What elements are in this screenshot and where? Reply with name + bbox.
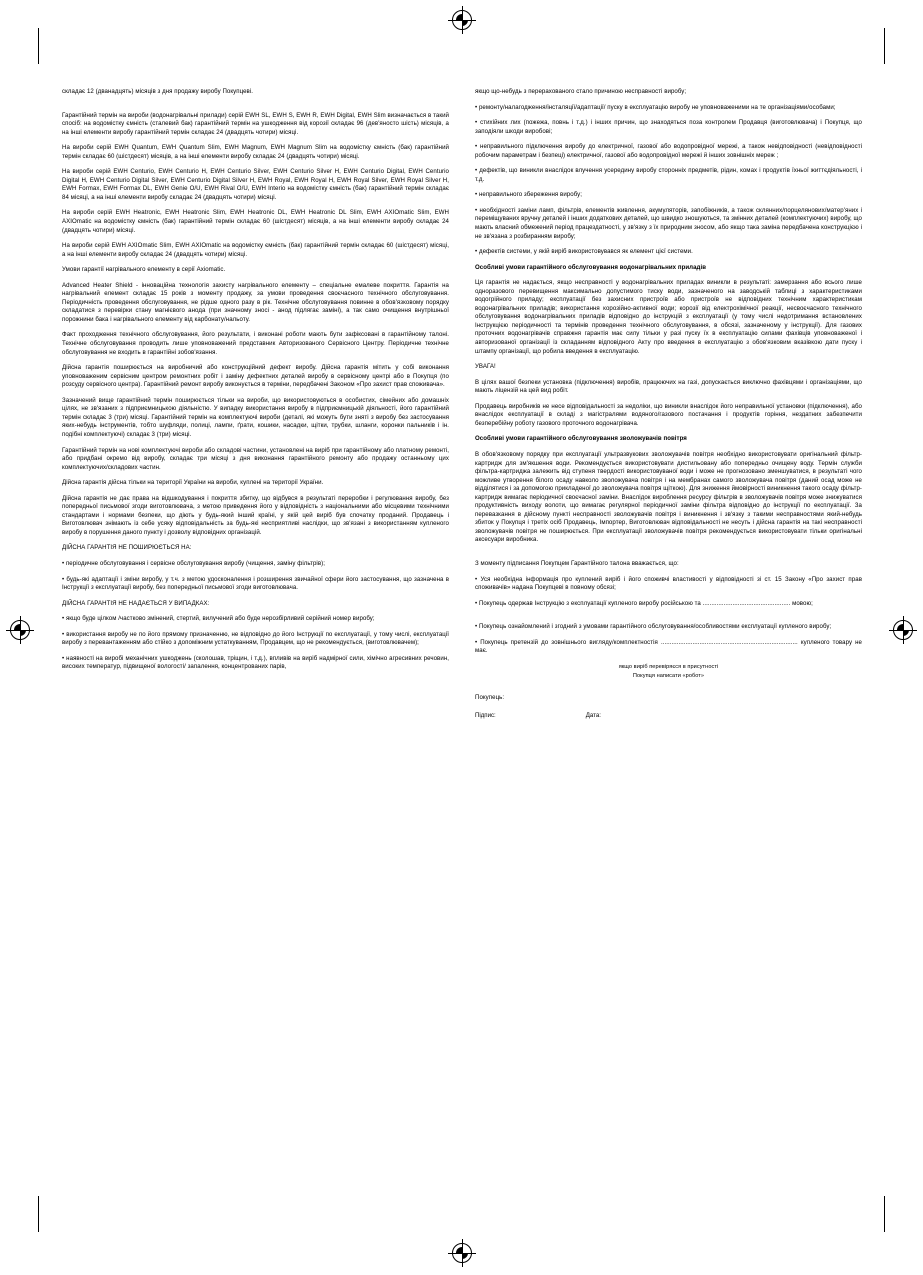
paragraph: На вироби серій EWH Centurio, EWH Centurio H, EWH Centurio Silver, EWH Centurio Silver H, EWH Centurio Digital, EWH Centurio Digital H, EWH Centurio Digital Silver, EWH Centurio Digital Silver H, EWH Royal, EWH Royal H, EWH Royal Silver, EWH Royal Silver H, EWH Formax, EWH Formax DL, EWH Genie O/U, EWH Rival O/U, EWH Interio на водомісткy ємність (бак) гарантійний термін складає 84 місяці, а на інші елементи виробу складає 24 (двадцять чотири) місяці. bbox=[62, 168, 449, 201]
registration-mark-left bbox=[10, 620, 30, 640]
paragraph: В цілях вашої безпеки установка (підключення) виробів, працюючих на газі, допускається виключно фахівцями і організаціями, що мають ліцензій на цей вид робіт. bbox=[475, 378, 862, 395]
paragraph: В обов'язковому порядку при експлуатації ультразвукових зволожувачів повітря необхідно використовувати оригінальний фільтр-картридж для зм'якшення води. Рекомендується використовувати дистильовану або попередньо очищену воду. Термін служби фільтра-картриджа залежить від ступеня твердості використовуваної води і може не прогнозовано зменшуватися, в результаті чого можливе утворення білого осаду навколо зволожувача повітря і на мембранах самого зволожувача повітря (даний осад може не відділятися і за допомогою прикладеної до зволожувача повітря щіткою). Для зниження ймовірності виникнення такого осаду фільтр-картридж вимагає періодичної своєчасної заміни. Внаслідок вироблення ресурсу фільтрів в зволожувачів повітря може знижуватися продуктивність виходу волоти, що вимагає регулярної періодичної заміни фільтра відповідно до інструкції по експлуатації. За перевазкання в дійсному пункті несправності зволожувачів повітря і виникнення і зв'язку з такими несправностями який-небудь збиток у Покупця і третіх осіб Продавець, Імпортер, Виготовлювач відповідальності не несуть і дійсна гарантія на такі несправності зволожувачів повітря не поширюється. При експлуатації зволожувачів повітря рекомендується використовувати тільки оригінальні аксесуари виробника. bbox=[475, 450, 862, 544]
left-text-column bbox=[62, 88, 449, 719]
paragraph: ДІЙСНА ГАРАНТІЯ НЕ НАДАЄТЬСЯ У ВИПАДКАХ: bbox=[62, 599, 210, 607]
paragraph: З моменту підписання Покупцем Гарантійного талона вважається, що: bbox=[475, 559, 679, 567]
paragraph: Ця гарантія не надається, якщо несправності у водонагрівальних приладах виникли в результаті: замерзання або всього лише одноразового перевищення максимально допустимого тиску води, зазначеного на заводській таблиці з характеристиками водогрійного приладу; експлуатації без захисних пристроїв або пристроїв не відповідних технічним характеристикам водонагрівальних приладів; використання корозійно-активної води; корозії від електрохімічної реакції, несвоєчасного технічного обслуговування водонагрівальних приладів відповідно до інструкцій з експлуатації (у тому числі недотримання встановлених Інструкцією періодичності та термінів проведення технічного обслуговування, в обсязі, зазначеному у інструкції). Для газових проточних водонагрівачів справжня гарантія має силу тільки у разі пуску їх в експлуатацію силами фахівців уповноваженої і авторизованої організації із складанням відповідного Акту про введення в експлуатацію з обов'язковим вказівкою дати пуску і штампу організації, що робила введення в експлуатацію. bbox=[475, 279, 862, 355]
signature-row bbox=[475, 712, 862, 719]
paragraph: ДІЙСНА ГАРАНТІЯ НЕ ПОШИРЮЄТЬСЯ НА: bbox=[62, 544, 192, 552]
paragraph: • використання виробу не по його прямому призначенню, не відповідно до його Інструкції по експлуатації, у тому числі, експлуатації виробу з перевантаженням або стійко з допоміжним устаткуванням, Продавцем, що не рекомендується, (виготовлювачем); bbox=[62, 630, 449, 647]
right-text-column bbox=[475, 88, 862, 719]
paragraph: На вироби серій EWH Heatronic, EWH Heatronic Slim, EWH Heatronic DL, EWH Heatronic DL Slim, EWH AXIOmatic Slim, EWH AXIOmatic на водомісткy ємність (бак) гарантійний термін складає 60 (шістдесят) місяців, а на інші елементи виробу складає 24 (двадцять чотири) місяці. bbox=[62, 209, 449, 234]
paragraph: Дійсна гарантія не дає права на відшкодування і покриття збитку, що відбувся в результаті переробки і регулювання виробу, без попередньої письмової згоди виготовлювача, з метою приведення його у відповідність з національними або місцевими технічними стандартами і нормами безпеки, що діють у будь-який інший країні, у якій цей виріб був спочатку проданий. Продавець і Виготовлювач знімають із себе усяку відповідальність за будь-які несприятливі наслідки, що зв'язані з використанням купленого виробу в порушення даного пункту і дозволу відповідних організацій. bbox=[62, 494, 449, 536]
paragraph: Гарантійний термін на вироби (водонагрівальні прилади) серій EWH SL, EWH S, EWH R, EWH Digital, EWH Slim визначається в такий спосіб: на водомісткy ємність (сталевий бак) гарантійний термін на ушкодження від корозії складає 96 (дев'яносто шість) місяців, а на інші елементи виробу гарантійний термін складає 24 (двадцять чотири) місяці. bbox=[62, 111, 449, 136]
paragraph: складає 12 (дванадцять) місяців з дня продажу виробу Покупцеві. bbox=[62, 88, 254, 95]
paragraph: На вироби серій EWH Quantum, EWH Quantum Slim, EWH Magnum, EWH Magnum Slim на водомісткy ємність (бак) гарантійний термін складає 60 (шістдесят) місяців, а на інші елементи виробу складає 24 (двадцять чотири) місяці. bbox=[62, 144, 449, 160]
paragraph: Дійсна гарантія поширюється на виробничий або конструкційний дефект виробу. Дійсна гарантія мітить у собі виконання уповноваженим сервісним центром ремонтних робіт і заміну дефектних деталей виробу в сервісному центрі або в Покупця (по розсуду сервісного центра). Гарантійний ремонт виробу виконується в терміни, передбачені Законом «Про захист прав споживача». bbox=[62, 364, 449, 389]
date-label: Дата: bbox=[585, 712, 601, 720]
paragraph: якщо що-небудь з перерахованого стало причиною несправності виробу; bbox=[475, 88, 687, 95]
paragraph: Зазначений вище гарантійний термін поширюється тільки на вироби, що використовуються в особистих, сімейних або домашніх цілях, не зв'язаних з підприємницькою діяльністю. У випадку використання виробу в підприємницькій діяльності, його гарантійний термін складає 3 (три) місяці. Гарантійний термін на комплектуючі вироби (деталі, які можуть бути зняті з виробу без застосування яких-небудь інструментів, тобто шуфляди, полиці, лампи, ґрати, кошики, насадки, щітки, трубки, шланги, коронки пальників і ін. подібні комплектуючі) складає 3 (три) місяці. bbox=[62, 396, 449, 438]
registration-mark-right bbox=[893, 620, 913, 640]
paragraph: • неправильного збереження виробу; bbox=[475, 191, 582, 199]
paragraph: • неправильного підключення виробу до електричної, газової або водопровідної мережі, а також невідповідності (невідповідності робочим параметрам і безпеці) електричної, газової або водопровідної мережі й інших зовнішніх мереж ; bbox=[475, 143, 862, 159]
buyer-label: Покупець: bbox=[475, 693, 505, 701]
paragraph: УВАГА! bbox=[475, 363, 496, 371]
paragraph: • наявності на виробі механічних ушкоджень (сколошав, тріщин, і т.д.), впливів на виріб надмірної сили, хімічно агресивних речовин, високих температур, підвищеної вологості/ запалення, концентрованих парів, bbox=[62, 654, 449, 671]
signature-label: Підпис: bbox=[475, 712, 496, 720]
paragraph: Дійсна гарантія дійсна тільки на території України на вироби, куплені на території України. bbox=[62, 479, 324, 487]
inline-note: якщо виріб перевіряєся в присутності bbox=[618, 663, 719, 670]
paragraph: • необхідності заміни ламп, фільтрів, елементів живлення, акумуляторів, запобіжників, а також склянних/порцелянових/матер'яних і переміщуваних вручну деталей і інших додаткових деталей, що швидко зношуються, та змінних деталей (комплектуючих) виробу, що мають власний обмежений період працездатності, у зв'язку з їх природним зносом, або якщо така заміна передбачена конструкцією і не зв'язана з розбиранням виробу; bbox=[475, 206, 862, 240]
section-heading: Особливі умови гарантійного обслуговування зволожувачів повітря bbox=[475, 435, 687, 443]
paragraph: • Покупець претензій до зовнішнього вигляду/комплектностія .............................................................................. купленого товару не має. bbox=[475, 638, 862, 655]
paragraph-spacer bbox=[475, 615, 862, 623]
paragraph: • дефектів, що виникли внаслідок влучення усередину виробу сторонніх предметів, рідин, комах і продуктів їхньої життєдіяльності, і т.д. bbox=[475, 167, 862, 183]
signature-spacer bbox=[475, 680, 862, 694]
paragraph: Продавець виробників не несе відповідальності за недоліки, що виникли внаслідок його неправильної установки (підключення), або внаслідок експлуатації в складі з магістралями водяного/газового постачання і продуктів горіння, нездатних забезпечити безперебійну роботу газового проточного водонагрівача. bbox=[475, 402, 862, 427]
crop-mark-bottom-left-v bbox=[38, 1196, 39, 1232]
inline-note: Покупця написати «робот» bbox=[632, 672, 705, 679]
paragraph: • стихійних лих (пожежа, повнь і т.д.) і інших причин, що знаходяться поза контролем Продавця (виготовлювача) і Покупця, що заподіяли шкоди виробові; bbox=[475, 119, 862, 135]
paragraph-spacer bbox=[62, 104, 449, 112]
text-columns bbox=[62, 88, 862, 719]
registration-mark-top bbox=[452, 10, 472, 30]
crop-mark-top-right-v bbox=[884, 28, 885, 64]
section-heading: Особливі умови гарантійного обслуговування водонагрівальних приладів bbox=[475, 263, 707, 271]
paragraph: Факт проходження технічного обслуговування, його результати, і виконані роботи мають бути зафіксовані в гарантійному талоні. Технічне обслуговування проводить лише уповноважений представник Авторизованого Сервісного Центру. Періодичне технічне обслуговування не входить в гарантійні зобов'язання. bbox=[62, 331, 449, 356]
paragraph: • періодичне обслуговування і сервісне обслуговування виробу (чищення, заміну фільтрів); bbox=[62, 559, 325, 567]
paragraph: Умови гарантії нагрівального елементу в серії Axiomatic. bbox=[62, 266, 226, 274]
paragraph-spacer bbox=[475, 552, 862, 560]
paragraph: На вироби серій EWH AXIOmatic Slim, EWH AXIOmatic на водомісткy ємність (бак) гарантійний термін складає 60 (шістдесят) місяці, а на інші елементи виробу складає 24 (двадцять чотири) місяці. bbox=[62, 242, 449, 258]
paragraph: Advanced Heater Shield - інноваційна технологія захисту нагрівального елементу – спеціальне емалеве покриття. Гарантія на нагрівальний елемент складає 15 років з моменту продажу, за умови проведення своєчасного технічного обслуговування. Періодичність проведення обслуговування, не рідше одного разу в рік. Технічне обслуговування повинне в обов'язковому порядку складатися з перевірки стану магнієвого анода (при значному зносі - анод підлягає заміні), а так само очищення внутрішньої порожнини бака і нагрівального елементу від карбонату/нальоту. bbox=[62, 281, 449, 323]
registration-mark-bottom bbox=[452, 1243, 472, 1263]
crop-mark-top-left-v bbox=[38, 28, 39, 64]
paragraph: • будь-які адаптації і зміни виробу, у т.ч. з метою удосконалення і розширення звичайної сфери його застосування, що зазначена в Інструкції з експлуатації виробу, без попередньої письмової згоди виготовлювача. bbox=[62, 575, 449, 592]
paragraph: • Покупець одержав Інструкцію з експлуатації купленого виробу російською та .................................................. мовою; bbox=[475, 599, 813, 607]
paragraph: • якщо буде цілком /частково змінений, стертий, вилучений або буде нерозбірливий серійний номер виробу; bbox=[62, 615, 375, 623]
paragraph: Гарантійний термін на нові комплектуючі вироби або складові частини, установлені на виріб при гарантійному або платному ремонті, або придбані окремо від виробу, складає три місяці з дня виконання гарантійного ремонту або продажу останньому цих комплектуючих/складових частин. bbox=[62, 446, 449, 471]
paragraph: • Уся необхідна інформація про куплений виріб і його споживчі властивості у відповідності зі ст. 15 Закону «Про захист прав споживачів» надана Покупцеві в повному обсязі; bbox=[475, 575, 862, 592]
paragraph: • дефектів системи, у якій виріб використовувався як елемент цієї системи. bbox=[475, 248, 693, 256]
paragraph: • Покупець ознайомлений і згодний з умовами гарантійного обслуговування/особливостями експлуатації купленого виробу; bbox=[475, 623, 832, 631]
paragraph: • ремонту/налагодження/інсталяції/адаптації/ пуску в експлуатацію виробу не уповноваженими на те організаціями/особами; bbox=[475, 103, 836, 111]
crop-mark-bottom-right-v bbox=[884, 1196, 885, 1232]
